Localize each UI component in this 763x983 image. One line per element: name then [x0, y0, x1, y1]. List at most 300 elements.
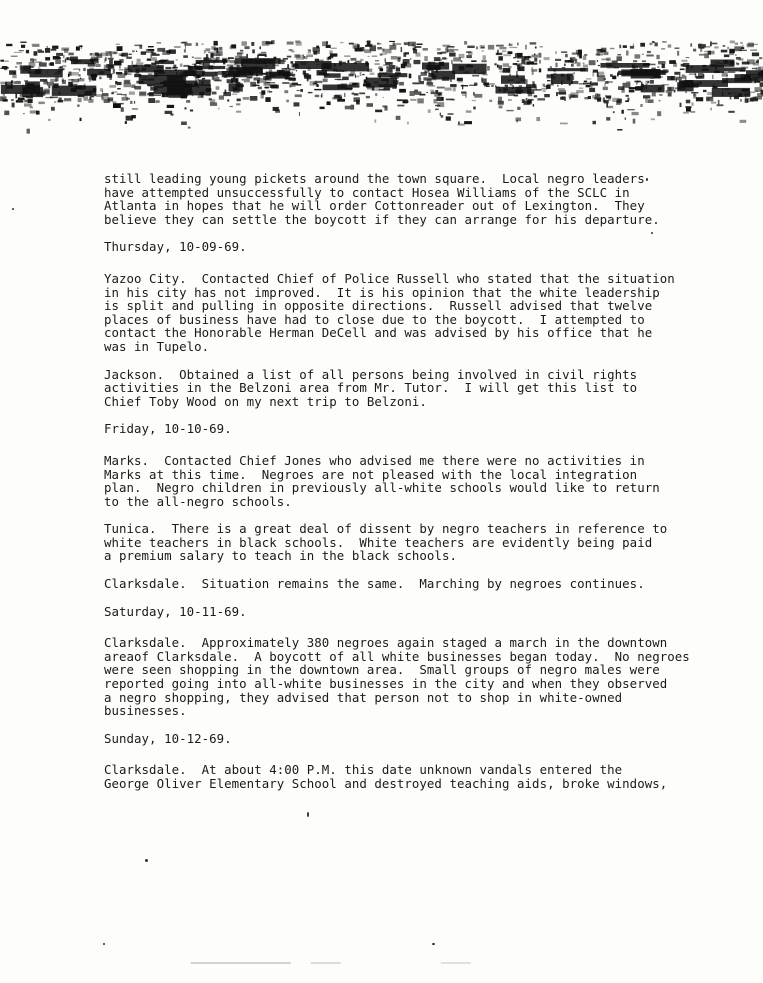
text-line: activities in the Belzoni area from Mr. Tutor. I will get this list to	[104, 380, 638, 396]
noise-speck	[195, 58, 202, 59]
noise-speck	[655, 43, 658, 47]
noise-speck	[437, 102, 444, 107]
noise-speck	[265, 97, 270, 102]
noise-speck	[668, 44, 672, 47]
noise-speck	[556, 92, 558, 96]
noise-speck	[405, 52, 409, 54]
noise-speck	[360, 59, 363, 61]
noise-speck	[102, 96, 104, 100]
noise-speck	[215, 51, 222, 56]
margin-speck	[307, 812, 309, 817]
noise-speck	[517, 64, 520, 69]
noise-speck	[50, 62, 54, 66]
report-paragraph	[104, 270, 675, 354]
text-line: still leading young pickets around the town square. Local negro leaders	[104, 171, 645, 186]
noise-speck	[316, 46, 319, 49]
noise-speck	[287, 56, 292, 58]
noise-speck	[595, 93, 598, 97]
noise-speck	[593, 70, 598, 73]
noise-speck	[488, 83, 495, 84]
noise-speck	[116, 72, 122, 74]
noise-speck	[132, 50, 135, 52]
noise-speck	[662, 41, 667, 43]
scan-noise-graphic	[0, 28, 763, 138]
noise-speck	[237, 52, 244, 54]
noise-speck	[539, 68, 541, 72]
noise-speck	[262, 41, 270, 46]
noise-speck	[383, 97, 384, 98]
noise-speck	[121, 103, 124, 105]
noise-speck	[109, 85, 116, 88]
noise-speck	[51, 49, 57, 51]
noise-speck	[77, 105, 79, 107]
noise-speck	[686, 57, 690, 58]
noise-speck	[130, 101, 133, 104]
noise-speck	[261, 90, 265, 94]
noise-speck	[81, 45, 82, 49]
noise-speck	[533, 81, 534, 84]
text-line: Sunday, 10-12-69.	[104, 730, 232, 746]
noise-speck	[489, 100, 492, 102]
noise-speck	[240, 50, 243, 52]
noise-speck	[667, 87, 674, 91]
noise-speck	[270, 82, 275, 83]
noise-speck	[109, 59, 113, 64]
noise-speck	[571, 64, 574, 67]
noise-speck	[480, 45, 485, 49]
noise-speck	[445, 58, 448, 59]
noise-blob	[169, 87, 185, 97]
noise-speck	[626, 81, 630, 83]
noise-speck	[151, 55, 153, 59]
noise-speck	[113, 101, 117, 103]
noise-speck	[55, 77, 58, 82]
noise-speck	[508, 51, 513, 54]
noise-speck	[536, 117, 540, 121]
noise-speck	[4, 67, 8, 69]
noise-speck	[104, 65, 107, 70]
noise-speck	[441, 115, 444, 118]
noise-speck	[251, 42, 254, 46]
noise-speck	[647, 51, 651, 53]
noise-speck	[416, 44, 422, 46]
noise-speck	[351, 105, 355, 110]
noise-speck	[335, 95, 342, 98]
noise-speck	[313, 51, 320, 54]
noise-speck	[385, 49, 392, 54]
noise-speck	[261, 94, 264, 98]
entry-date	[104, 605, 664, 619]
noise-speck	[117, 46, 123, 51]
noise-speck	[326, 41, 328, 44]
noise-speck	[510, 84, 513, 85]
noise-speck	[561, 51, 567, 53]
noise-speck	[349, 43, 354, 45]
noise-speck	[612, 76, 616, 80]
noise-speck	[151, 50, 154, 54]
noise-speck	[610, 48, 615, 49]
text-line: were seen shopping in the downtown area. Small groups of negro males were	[104, 662, 660, 678]
noise-speck	[223, 92, 231, 96]
noise-blob	[202, 72, 218, 77]
noise-speck	[240, 56, 241, 57]
report-paragraph	[104, 521, 668, 564]
noise-speck	[675, 48, 680, 49]
noise-speck	[46, 97, 54, 98]
noise-speck	[617, 56, 622, 61]
noise-speck	[11, 56, 18, 57]
text-line: Clarksdale. At about 4:00 P.M. this date unknown vandals entered the	[104, 762, 623, 778]
noise-speck	[115, 81, 117, 85]
noise-speck	[409, 74, 412, 79]
noise-speck	[108, 58, 114, 60]
noise-speck	[357, 44, 359, 48]
noise-speck	[399, 82, 404, 86]
noise-speck	[450, 79, 452, 82]
noise-speck	[612, 61, 618, 64]
noise-speck	[534, 95, 537, 97]
noise-speck	[623, 45, 627, 48]
noise-speck	[214, 80, 221, 82]
noise-speck	[375, 63, 380, 64]
noise-speck	[132, 61, 133, 65]
noise-blob	[266, 72, 290, 79]
noise-speck	[68, 74, 70, 77]
noise-speck	[598, 65, 600, 66]
noise-blob	[228, 67, 262, 76]
noise-speck	[126, 98, 130, 100]
noise-speck	[539, 60, 540, 64]
noise-speck	[558, 92, 566, 94]
noise-speck	[547, 80, 551, 81]
noise-speck	[483, 55, 486, 60]
noise-speck	[273, 107, 279, 111]
noise-speck	[450, 84, 457, 87]
margin-speck	[432, 943, 435, 945]
noise-speck	[119, 59, 123, 63]
noise-speck	[696, 97, 703, 101]
noise-speck	[617, 54, 621, 55]
noise-blob	[496, 87, 532, 94]
noise-speck	[650, 80, 654, 84]
noise-blob	[128, 65, 164, 72]
noise-speck	[380, 68, 384, 71]
noise-speck	[750, 49, 757, 51]
noise-blob	[621, 69, 660, 76]
noise-speck	[265, 56, 267, 57]
noise-speck	[412, 82, 419, 84]
noise-speck	[12, 75, 16, 78]
noise-blob	[235, 58, 281, 64]
entry-date	[104, 732, 664, 746]
noise-speck	[729, 49, 735, 53]
noise-blob	[548, 68, 586, 71]
noise-speck	[462, 95, 466, 96]
noise-speck	[748, 42, 754, 46]
noise-speck	[712, 75, 713, 79]
noise-speck	[451, 99, 455, 100]
noise-speck	[440, 113, 441, 116]
noise-speck	[555, 63, 557, 67]
noise-speck	[12, 103, 15, 108]
noise-speck	[242, 41, 247, 46]
noise-blob	[87, 69, 111, 76]
noise-speck	[502, 50, 506, 52]
noise-speck	[466, 110, 472, 112]
noise-speck	[391, 56, 397, 60]
noise-blob	[711, 60, 735, 67]
noise-speck	[354, 93, 359, 95]
noise-speck	[13, 72, 15, 73]
noise-speck	[283, 58, 288, 60]
noise-speck	[210, 53, 213, 58]
noise-speck	[453, 57, 461, 61]
noise-speck	[659, 94, 662, 96]
noise-speck	[307, 54, 314, 57]
noise-speck	[211, 46, 215, 50]
margin-speck	[145, 859, 148, 862]
noise-speck	[326, 45, 331, 48]
noise-speck	[62, 80, 66, 84]
noise-speck	[136, 51, 137, 53]
noise-speck	[730, 41, 735, 44]
noise-speck	[538, 53, 541, 58]
noise-speck	[296, 70, 297, 72]
noise-speck	[453, 87, 456, 91]
noise-speck	[577, 62, 581, 66]
noise-blob	[155, 61, 174, 65]
noise-speck	[506, 110, 513, 111]
noise-speck	[253, 85, 260, 86]
noise-speck	[88, 75, 93, 80]
noise-speck	[509, 43, 510, 46]
noise-speck	[517, 107, 520, 110]
noise-speck	[728, 111, 734, 113]
noise-speck	[113, 103, 121, 108]
noise-speck	[491, 85, 493, 87]
noise-speck	[597, 98, 601, 102]
noise-speck	[396, 67, 400, 71]
noise-speck	[181, 42, 186, 43]
noise-speck	[742, 62, 750, 65]
noise-speck	[482, 78, 487, 83]
noise-blob	[52, 86, 97, 96]
noise-speck	[104, 59, 105, 63]
noise-speck	[360, 47, 364, 51]
noise-speck	[669, 60, 676, 64]
noise-speck	[14, 52, 22, 53]
noise-speck	[30, 59, 36, 61]
noise-speck	[659, 100, 661, 102]
noise-speck	[15, 94, 17, 98]
noise-speck	[257, 55, 259, 59]
noise-speck	[461, 91, 466, 93]
noise-speck	[692, 102, 694, 105]
noise-speck	[516, 118, 522, 122]
noise-speck	[438, 92, 441, 95]
noise-speck	[297, 90, 300, 91]
noise-speck	[640, 104, 642, 107]
noise-speck	[604, 100, 609, 103]
noise-speck	[307, 75, 312, 80]
noise-speck	[467, 46, 474, 48]
noise-speck	[583, 65, 588, 68]
text-line: contact the Honorable Herman DeCell and was advised by his office that he	[104, 325, 653, 341]
noise-speck	[486, 85, 490, 87]
noise-speck	[345, 106, 351, 110]
noise-speck	[471, 60, 476, 62]
noise-speck	[356, 76, 359, 78]
noise-speck	[482, 50, 484, 52]
text-line: in his city has not improved. It is his opinion that the white leadership	[104, 284, 660, 300]
noise-speck	[231, 44, 236, 48]
noise-speck	[18, 98, 25, 101]
noise-speck	[565, 54, 568, 57]
noise-speck	[383, 64, 390, 66]
noise-speck	[368, 56, 370, 57]
noise-speck	[246, 54, 248, 58]
text-line: Saturday, 10-11-69.	[104, 603, 247, 619]
noise-speck	[106, 64, 113, 68]
noise-speck	[417, 98, 423, 103]
noise-speck	[64, 98, 71, 100]
noise-speck	[441, 97, 443, 100]
noise-speck	[315, 95, 320, 98]
noise-speck	[367, 103, 374, 107]
noise-speck	[622, 110, 624, 114]
noise-speck	[488, 45, 494, 50]
noise-speck	[414, 60, 421, 64]
noise-speck	[521, 60, 525, 64]
noise-speck	[354, 97, 360, 102]
noise-speck	[648, 99, 654, 103]
noise-speck	[132, 108, 138, 109]
noise-speck	[300, 89, 303, 92]
noise-speck	[474, 94, 482, 98]
noise-speck	[359, 93, 365, 95]
noise-speck	[100, 88, 103, 91]
noise-speck	[51, 107, 55, 111]
noise-speck	[292, 83, 298, 86]
noise-speck	[589, 88, 595, 92]
noise-speck	[286, 100, 289, 103]
text-line: white teachers in black schools. White teachers are evidently being paid	[104, 534, 653, 550]
noise-speck	[496, 45, 504, 47]
scan-artifact-band	[0, 28, 763, 138]
noise-speck	[186, 100, 190, 103]
noise-speck	[516, 71, 517, 75]
noise-speck	[434, 57, 441, 61]
noise-speck	[597, 60, 598, 62]
noise-speck	[172, 105, 174, 107]
text-line: was in Tupelo.	[104, 338, 210, 354]
noise-speck	[314, 89, 321, 90]
noise-speck	[728, 71, 735, 73]
noise-speck	[680, 103, 682, 107]
noise-speck	[291, 49, 294, 51]
noise-speck	[14, 81, 21, 84]
noise-speck	[584, 97, 589, 99]
noise-speck	[573, 75, 575, 80]
noise-speck	[239, 56, 247, 58]
noise-speck	[117, 88, 121, 89]
noise-speck	[113, 69, 115, 74]
noise-speck	[53, 56, 60, 60]
noise-speck	[349, 74, 354, 77]
noise-speck	[544, 94, 550, 97]
noise-speck	[232, 94, 238, 95]
text-line: reported going into all-white businesses in the city and when they observed	[104, 676, 668, 692]
noise-speck	[258, 87, 262, 90]
report-body	[104, 171, 690, 805]
noise-speck	[649, 43, 652, 45]
noise-speck	[32, 45, 39, 48]
noise-speck	[703, 74, 705, 79]
noise-speck	[271, 40, 275, 44]
noise-speck	[65, 59, 67, 62]
noise-speck	[629, 87, 636, 89]
noise-speck	[473, 92, 475, 96]
noise-speck	[62, 65, 66, 67]
noise-speck	[410, 99, 416, 101]
noise-speck	[38, 67, 41, 69]
noise-speck	[668, 93, 672, 97]
report-paragraph	[104, 172, 664, 226]
noise-speck	[76, 46, 78, 50]
noise-speck	[517, 53, 523, 57]
noise-speck	[651, 64, 656, 65]
noise-speck	[397, 99, 403, 101]
noise-speck	[530, 42, 537, 44]
noise-speck	[236, 103, 240, 105]
noise-speck	[344, 55, 350, 57]
noise-speck	[760, 82, 763, 87]
noise-speck	[626, 51, 629, 56]
noise-speck	[593, 121, 597, 125]
noise-speck	[693, 92, 695, 96]
noise-speck	[657, 111, 661, 116]
noise-speck	[116, 44, 120, 45]
noise-speck	[308, 92, 313, 93]
noise-speck	[579, 88, 583, 89]
noise-speck	[698, 43, 702, 46]
noise-speck	[4, 111, 9, 116]
noise-speck	[608, 106, 614, 108]
noise-speck	[543, 90, 546, 92]
noise-speck	[16, 100, 23, 103]
noise-speck	[562, 96, 566, 100]
noise-speck	[396, 66, 398, 67]
text-line: Marks at this time. Negroes are not pleased with the local integration	[104, 466, 638, 482]
noise-speck	[290, 86, 296, 87]
noise-speck	[131, 85, 135, 88]
noise-speck	[259, 54, 267, 57]
noise-speck	[648, 81, 650, 83]
report-paragraph	[104, 635, 690, 719]
noise-blob	[196, 60, 228, 63]
noise-speck	[657, 67, 659, 68]
noise-speck	[176, 59, 178, 61]
noise-speck	[56, 53, 63, 56]
noise-speck	[423, 48, 428, 51]
noise-speck	[557, 85, 558, 87]
text-line: have attempted unsuccessfully to contact Hosea Williams of the SCLC in	[104, 184, 630, 200]
noise-speck	[235, 56, 240, 58]
noise-speck	[625, 118, 626, 120]
noise-speck	[154, 95, 162, 96]
noise-speck	[499, 65, 502, 69]
noise-speck	[528, 56, 531, 58]
